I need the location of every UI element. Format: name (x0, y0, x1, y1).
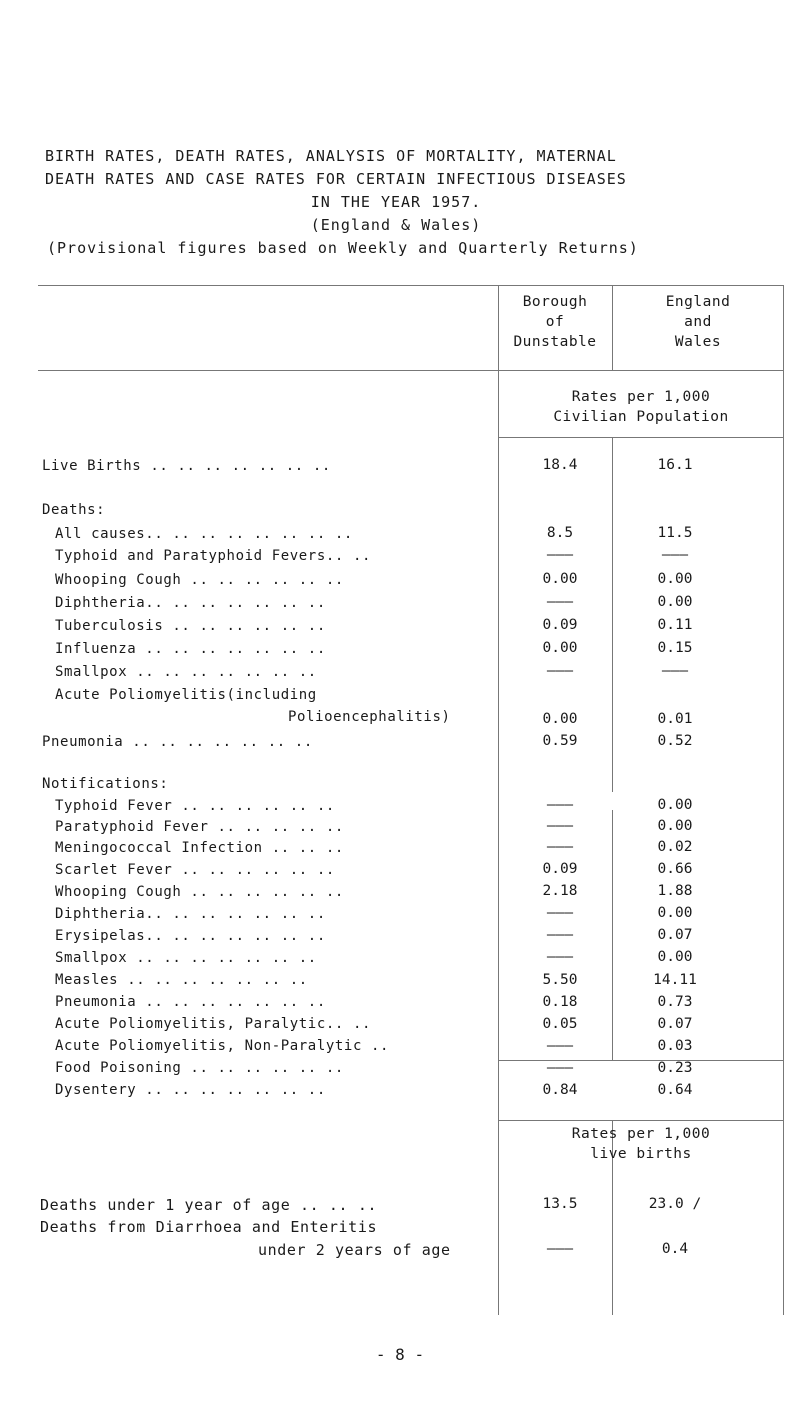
notification-row-label: Food Poisoning .. .. .. .. .. .. (55, 1060, 344, 1076)
polio-death-dunstable: 0.00 (542, 711, 578, 727)
notification-row-dunstable: 0.84 (542, 1082, 578, 1098)
notification-row-dunstable: 0.09 (542, 861, 578, 877)
col1-line-1: Borough (522, 294, 588, 310)
notification-row-england: 1.88 (657, 883, 693, 899)
death-row-dunstable: 0.00 (542, 640, 578, 656)
col2-line-3: Wales (674, 334, 722, 350)
title-line-1: BIRTH RATES, DEATH RATES, ANALYSIS OF MORTALITY, MATERNAL (45, 147, 617, 165)
notification-row-england: 0.00 (657, 949, 693, 965)
notification-row-england: 0.23 (657, 1060, 693, 1076)
notification-row-dunstable: 5.50 (542, 972, 578, 988)
document-title (0, 145, 800, 260)
notification-row-dunstable: ——— (546, 818, 574, 834)
infant-row-label: Deaths from Diarrhoea and Enteritis (40, 1218, 378, 1236)
col1-line-3: Dunstable (513, 334, 597, 350)
notification-row-dunstable: ——— (546, 905, 574, 921)
notification-row-dunstable: 2.18 (542, 883, 578, 899)
births-header-line-1: Rates per 1,000 (571, 1126, 711, 1142)
births-header-bottom-rule (498, 1120, 783, 1121)
column-header-england (614, 292, 782, 352)
death-row-dunstable: 0.09 (542, 617, 578, 633)
column-divider-left (498, 285, 499, 1315)
rates-header-line-1: Rates per 1,000 (571, 389, 711, 405)
death-row-label: Diphtheria.. .. .. .. .. .. .. (55, 595, 326, 611)
notifications-heading: Notifications: (42, 776, 169, 792)
title-line-2: DEATH RATES AND CASE RATES FOR CERTAIN INFECTIOUS DISEASES (45, 170, 627, 188)
infant-row-england: 0.4 (661, 1241, 689, 1257)
death-row-england: 0.15 (657, 640, 693, 656)
notification-row-dunstable: ——— (546, 1038, 574, 1054)
death-row-label: Influenza .. .. .. .. .. .. .. (55, 641, 326, 657)
polio-death-england: 0.01 (657, 711, 693, 727)
notification-row-england: 14.11 (653, 972, 697, 988)
polio-death-label-1: Acute Poliomyelitis(including (55, 687, 317, 703)
births-header-line-2: live births (590, 1146, 692, 1162)
death-row-england: ——— (661, 663, 689, 679)
table-top-rule (38, 285, 783, 286)
notification-row-england: 0.00 (657, 797, 693, 813)
death-row-england: ——— (661, 547, 689, 563)
page-number: - 8 - (375, 1345, 425, 1364)
table-right-rule (783, 285, 784, 1315)
pneumonia-death-england: 0.52 (657, 733, 693, 749)
notification-row-england: 0.07 (657, 1016, 693, 1032)
death-row-dunstable: 8.5 (546, 525, 574, 541)
notification-row-label: Diphtheria.. .. .. .. .. .. .. (55, 906, 326, 922)
live-births-england: 16.1 (657, 457, 693, 473)
death-row-dunstable: 0.00 (542, 571, 578, 587)
death-row-england: 0.00 (657, 571, 693, 587)
notification-row-dunstable: ——— (546, 949, 574, 965)
notification-row-label: Dysentery .. .. .. .. .. .. .. (55, 1082, 326, 1098)
polio-death-label-2: Polioencephalitis) (288, 709, 451, 725)
notification-row-label: Whooping Cough .. .. .. .. .. .. (55, 884, 344, 900)
notification-row-dunstable: 0.05 (542, 1016, 578, 1032)
notification-row-label: Measles .. .. .. .. .. .. .. (55, 972, 308, 988)
column-divider-head (612, 285, 613, 370)
notification-row-england: 0.64 (657, 1082, 693, 1098)
notification-row-england: 0.66 (657, 861, 693, 877)
infant-row-label: under 2 years of age (258, 1241, 451, 1259)
deaths-heading: Deaths: (42, 502, 106, 518)
title-line-5: (Provisional figures based on Weekly and Quarterly Returns) (47, 239, 639, 257)
notification-row-dunstable: ——— (546, 839, 574, 855)
notification-row-dunstable: ——— (546, 1060, 574, 1076)
notification-row-label: Acute Poliomyelitis, Non-Paralytic .. (55, 1038, 390, 1054)
notification-row-dunstable: 0.18 (542, 994, 578, 1010)
notification-row-label: Smallpox .. .. .. .. .. .. .. (55, 950, 317, 966)
death-row-label: All causes.. .. .. .. .. .. .. .. (55, 526, 353, 542)
death-row-label: Whooping Cough .. .. .. .. .. .. (55, 572, 344, 588)
notification-row-label: Acute Poliomyelitis, Paralytic.. .. (55, 1016, 372, 1032)
notification-row-label: Pneumonia .. .. .. .. .. .. .. (55, 994, 326, 1010)
notification-row-england: 0.07 (657, 927, 693, 943)
death-row-label: Smallpox .. .. .. .. .. .. .. (55, 664, 317, 680)
column-header-dunstable (500, 292, 610, 352)
death-row-england: 0.00 (657, 594, 693, 610)
rates-header (500, 387, 782, 427)
notification-row-dunstable: ——— (546, 797, 574, 813)
notification-row-england: 0.73 (657, 994, 693, 1010)
rates-header-line-2: Civilian Population (553, 409, 729, 425)
infant-row-england: 23.0 / (648, 1196, 702, 1212)
notification-row-label: Meningococcal Infection .. .. .. (55, 840, 344, 856)
births-rates-header (500, 1124, 782, 1164)
live-births-label: Live Births .. .. .. .. .. .. .. (42, 458, 331, 474)
title-line-4: (England & Wales) (310, 216, 482, 234)
death-row-label: Typhoid and Paratyphoid Fevers.. .. (55, 548, 372, 564)
notification-row-label: Paratyphoid Fever .. .. .. .. .. (55, 819, 344, 835)
rates-header-rule (498, 437, 783, 438)
infant-row-dunstable: ——— (546, 1241, 574, 1257)
col2-line-2: and (684, 314, 712, 330)
pneumonia-death-label: Pneumonia .. .. .. .. .. .. .. (42, 734, 313, 750)
death-row-label: Tuberculosis .. .. .. .. .. .. (55, 618, 326, 634)
title-line-3: IN THE YEAR 1957. (310, 193, 482, 211)
death-row-dunstable: ——— (546, 663, 574, 679)
death-row-england: 11.5 (657, 525, 693, 541)
notification-row-england: 0.00 (657, 818, 693, 834)
notification-row-label: Typhoid Fever .. .. .. .. .. .. (55, 798, 335, 814)
column-divider-body (612, 437, 613, 792)
notification-row-england: 0.00 (657, 905, 693, 921)
infant-row-dunstable: 13.5 (542, 1196, 578, 1212)
death-row-dunstable: ——— (546, 594, 574, 610)
live-births-dunstable: 18.4 (542, 457, 578, 473)
notification-row-england: 0.02 (657, 839, 693, 855)
notification-row-label: Scarlet Fever .. .. .. .. .. .. (55, 862, 335, 878)
pneumonia-death-dunstable: 0.59 (542, 733, 578, 749)
col1-line-2: of (545, 314, 565, 330)
infant-row-label: Deaths under 1 year of age .. .. .. (40, 1196, 378, 1214)
notification-row-dunstable: ——— (546, 927, 574, 943)
header-bottom-rule (38, 370, 783, 371)
col2-line-1: England (665, 294, 731, 310)
column-divider-notif (612, 810, 613, 1060)
death-row-dunstable: ——— (546, 547, 574, 563)
death-row-england: 0.11 (657, 617, 693, 633)
notification-row-england: 0.03 (657, 1038, 693, 1054)
notification-row-label: Erysipelas.. .. .. .. .. .. .. (55, 928, 326, 944)
